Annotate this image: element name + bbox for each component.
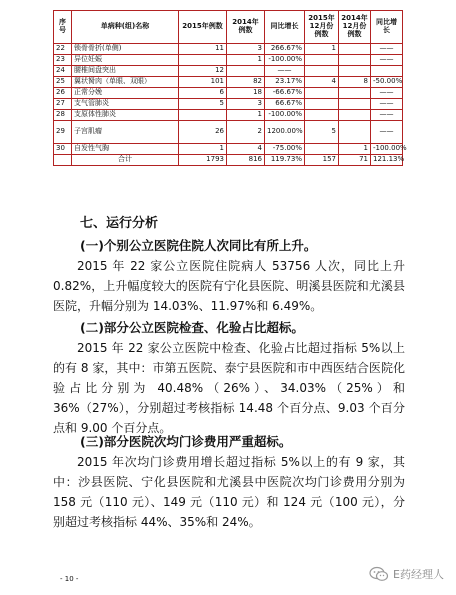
cell-cases-2015 xyxy=(179,110,227,121)
cell-dec-2014: 1 xyxy=(339,144,371,155)
cell-dec-yoy: —— xyxy=(371,121,403,144)
cell-dec-2015: 5 xyxy=(305,121,339,144)
cell-dec-2015: 4 xyxy=(305,77,339,88)
cell-cases-2014 xyxy=(227,66,265,77)
header-seq: 序号 xyxy=(54,11,72,44)
cell-name: 翼状胬肉（单眼、双眼） xyxy=(72,77,179,88)
subheading-3: (三)部分医院次均门诊费用严重超标。 xyxy=(80,434,292,449)
cell-total-dec-2015: 157 xyxy=(305,155,339,166)
cell-no: 28 xyxy=(54,110,72,121)
cell-yoy: -75.00% xyxy=(265,144,305,155)
cell-total-dec-2014: 71 xyxy=(339,155,371,166)
cell-name: 锁骨骨折(单侧) xyxy=(72,44,179,55)
cell-name: 异位妊娠 xyxy=(72,55,179,66)
cell-cases-2015 xyxy=(179,55,227,66)
cell-name: 子宫肌瘤 xyxy=(72,121,179,144)
cell-cases-2015: 101 xyxy=(179,77,227,88)
cell-cases-2014: 1 xyxy=(227,55,265,66)
cell-total-spacer xyxy=(54,155,72,166)
header-dec-2014: 2014年12月份例数 xyxy=(339,11,371,44)
table-row xyxy=(54,66,403,77)
cell-cases-2014: 3 xyxy=(227,99,265,110)
cell-name: 腰椎间盘突出 xyxy=(72,66,179,77)
cell-dec-2015 xyxy=(305,144,339,155)
table-row xyxy=(54,88,403,99)
cell-dec-yoy: -50.00% xyxy=(371,77,403,88)
table-row xyxy=(54,77,403,88)
cell-dec-yoy: —— xyxy=(371,55,403,66)
cell-dec-2014 xyxy=(339,66,371,77)
cell-cases-2014: 4 xyxy=(227,144,265,155)
header-dec-yoy: 同比增长 xyxy=(371,11,403,44)
cell-yoy: -100.00% xyxy=(265,110,305,121)
cell-cases-2014: 3 xyxy=(227,44,265,55)
cell-dec-2015 xyxy=(305,66,339,77)
cell-total-dec-yoy: 121.13% xyxy=(371,155,403,166)
cell-dec-2014 xyxy=(339,99,371,110)
cell-name: 正常分娩 xyxy=(72,88,179,99)
cell-dec-2014 xyxy=(339,88,371,99)
cell-yoy: —— xyxy=(265,66,305,77)
cell-dec-2014 xyxy=(339,110,371,121)
paragraph-2: 2015 年 22 家公立医院中检查、化验占比超过指标 5%以上的有 8 家，其中：市第五医院、泰宁县医院和市中西医结合医院化验占比分别为 40.48%（26%）、34.03%（25%）和 36%（27%），分别超过考核指标 14.48 个百分点、9.03 个百分点和 9.00 个百分点。 xyxy=(53,341,405,435)
cell-dec-2014 xyxy=(339,55,371,66)
table-row xyxy=(54,144,403,155)
cell-cases-2014: 18 xyxy=(227,88,265,99)
cell-dec-2015 xyxy=(305,99,339,110)
watermark-text: E药经理人 xyxy=(393,568,444,581)
cell-yoy: -66.67% xyxy=(265,88,305,99)
wechat-icon xyxy=(369,566,389,582)
table-row xyxy=(54,55,403,66)
header-dec-2015: 2015年12月份例数 xyxy=(305,11,339,44)
cell-no: 27 xyxy=(54,99,72,110)
cell-total-cases-2014: 816 xyxy=(227,155,265,166)
cell-dec-2014 xyxy=(339,121,371,144)
cell-no: 26 xyxy=(54,88,72,99)
cell-total-cases-2015: 1793 xyxy=(179,155,227,166)
cell-dec-2015 xyxy=(305,110,339,121)
data-table-container xyxy=(53,10,407,166)
cell-yoy: 66.67% xyxy=(265,99,305,110)
cell-no: 30 xyxy=(54,144,72,155)
cell-no: 24 xyxy=(54,66,72,77)
header-name: 单病种(组)名称 xyxy=(72,11,179,44)
table-row xyxy=(54,110,403,121)
cell-name: 支气管肺炎 xyxy=(72,99,179,110)
cell-cases-2014: 82 xyxy=(227,77,265,88)
section-title: 七、运行分析 xyxy=(80,216,159,231)
cell-cases-2014: 2 xyxy=(227,121,265,144)
cell-no: 25 xyxy=(54,77,72,88)
paragraph-3: 2015 年次均门诊费用增长超过指标 5%以上的有 9 家，其中：沙县医院、宁化县医院和尤溪县中医院次均门诊费用分别为 158 元（110 元）、149 元（110 元）和 124 元（100 元），分别超过考核指标 44%、35%和 24%。 xyxy=(53,455,405,529)
paragraph-1: 2015 年 22 家公立医院住院病人 53756 人次，同比上升 0.82%，上升幅度较大的医院有宁化县医院、明溪县医院和尤溪县医院，升幅分别为 14.03%、11.97%和 6.49%。 xyxy=(53,259,405,313)
subheading-1: (一)个别公立医院住院人次同比有所上升。 xyxy=(80,238,317,253)
table-header-row xyxy=(54,11,403,44)
cell-cases-2015: 11 xyxy=(179,44,227,55)
cell-cases-2015: 6 xyxy=(179,88,227,99)
cell-no: 22 xyxy=(54,44,72,55)
cell-yoy: 266.67% xyxy=(265,44,305,55)
cell-yoy: 23.17% xyxy=(265,77,305,88)
table-row xyxy=(54,44,403,55)
disease-cases-table xyxy=(53,10,407,166)
watermark xyxy=(369,566,444,582)
cell-total-yoy: 119.73% xyxy=(265,155,305,166)
page-number: - 10 - xyxy=(60,575,79,583)
cell-dec-yoy: —— xyxy=(371,88,403,99)
cell-cases-2015: 26 xyxy=(179,121,227,144)
cell-total-label: 合计 xyxy=(72,155,179,166)
subheading-2: (二)部分公立医院检查、化验占比超标。 xyxy=(80,320,304,335)
cell-name: 支原体性肺炎 xyxy=(72,110,179,121)
cell-dec-yoy: -100.00% xyxy=(371,144,403,155)
cell-dec-yoy: —— xyxy=(371,44,403,55)
header-cases-2015: 2015年例数 xyxy=(179,11,227,44)
cell-dec-2015 xyxy=(305,55,339,66)
cell-dec-yoy: —— xyxy=(371,99,403,110)
cell-no: 29 xyxy=(54,121,72,144)
header-yoy: 同比增长 xyxy=(265,11,305,44)
cell-dec-2014: 8 xyxy=(339,77,371,88)
cell-dec-2015: 1 xyxy=(305,44,339,55)
table-row xyxy=(54,121,403,144)
table-row xyxy=(54,99,403,110)
header-cases-2014: 2014年例数 xyxy=(227,11,265,44)
cell-cases-2015: 5 xyxy=(179,99,227,110)
cell-cases-2015: 12 xyxy=(179,66,227,77)
cell-cases-2015: 1 xyxy=(179,144,227,155)
cell-name: 自发性气胸 xyxy=(72,144,179,155)
cell-cases-2014: 1 xyxy=(227,110,265,121)
cell-no: 23 xyxy=(54,55,72,66)
cell-dec-yoy: —— xyxy=(371,110,403,121)
cell-yoy: -100.00% xyxy=(265,55,305,66)
cell-yoy: 1200.00% xyxy=(265,121,305,144)
cell-dec-2014 xyxy=(339,44,371,55)
table-total-row xyxy=(54,155,403,166)
cell-dec-yoy xyxy=(371,66,403,77)
cell-dec-2015 xyxy=(305,88,339,99)
